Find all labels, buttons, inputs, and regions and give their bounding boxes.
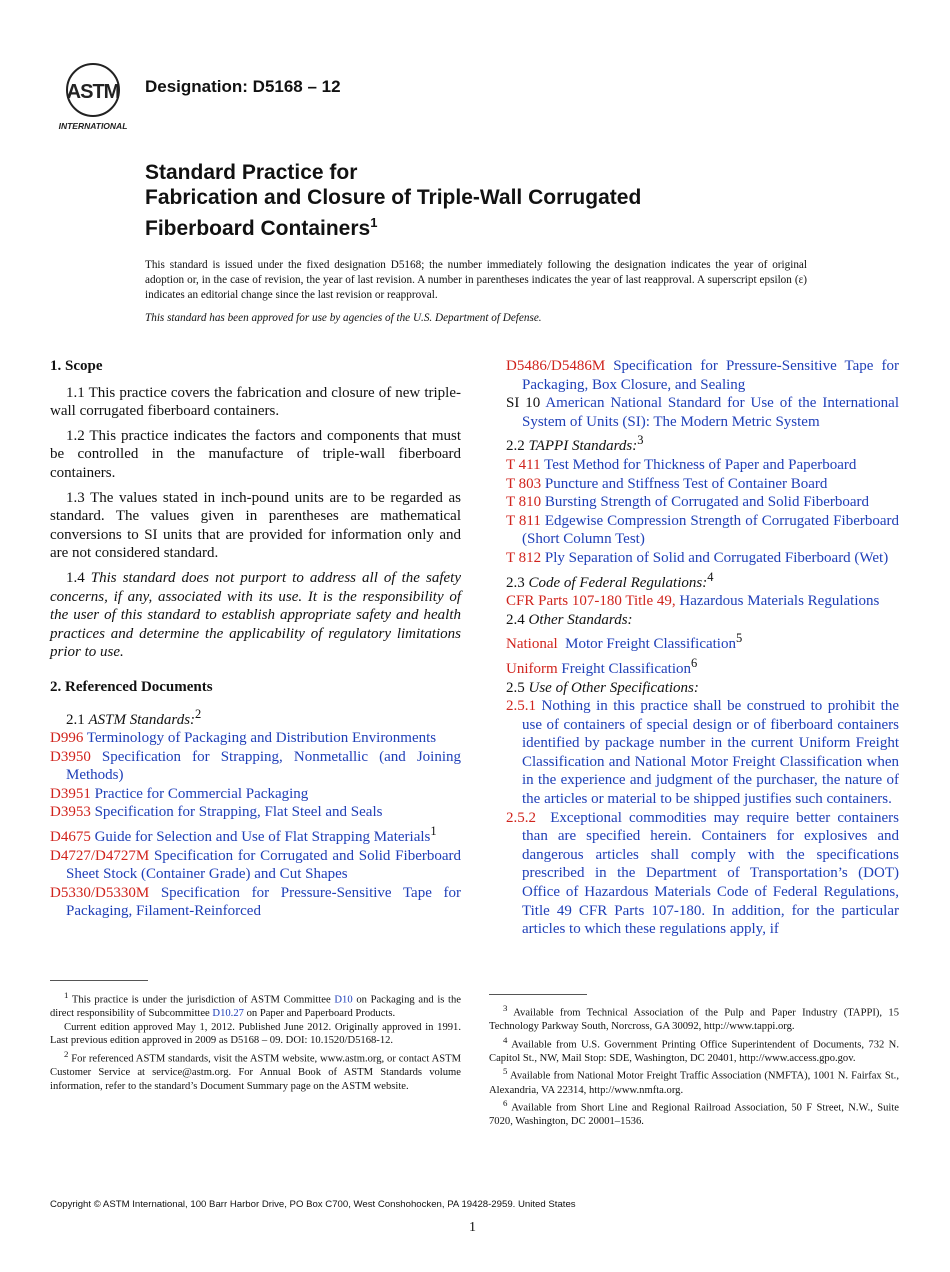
subsection-2-3: 2.3 Code of Federal Regulations:$^4$ bbox=[506, 569, 714, 591]
ref-code[interactable]: T 803 bbox=[506, 475, 542, 492]
ref-code[interactable]: T 411 bbox=[506, 456, 541, 473]
svg-text:INTERNATIONAL: INTERNATIONAL bbox=[58, 121, 128, 131]
tappi-standards-list bbox=[506, 456, 899, 568]
reference-item bbox=[50, 884, 461, 921]
subsection-2-1: 2.1 ASTM Standards:$^2$ bbox=[66, 706, 202, 728]
ref-link[interactable]: Guide for Selection and Use of Flat Strapping Materials bbox=[94, 829, 431, 846]
section-heading-scope: 1. Scope bbox=[50, 358, 103, 374]
ref-code[interactable]: D996 bbox=[50, 730, 84, 747]
footnote-1-edition: Current edition approved May 1, 2012. Published June 2012. Originally approved in 1991. Last previous edition approved in 2009 as D5168 – 09. DOI: 10.1520/D5168-12. bbox=[50, 1021, 461, 1047]
ref-code[interactable]: D3951 bbox=[50, 785, 91, 802]
reference-item bbox=[506, 475, 899, 494]
footnote-rule-left bbox=[50, 980, 148, 981]
ref-code[interactable]: T 810 bbox=[506, 494, 542, 511]
ref-link[interactable]: Ply Separation of Solid and Corrugated Fiberboard (Wet) bbox=[544, 549, 889, 566]
reference-item bbox=[50, 847, 461, 884]
astm-standards-list bbox=[50, 729, 461, 921]
reference-item bbox=[506, 549, 899, 568]
footnotes-left bbox=[50, 989, 461, 1093]
reference-item bbox=[50, 748, 461, 785]
document-title bbox=[145, 160, 641, 241]
ref-link[interactable]: Edgewise Compression Strength of Corrugated Fiberboard (Short Column Test) bbox=[522, 512, 899, 548]
paragraph-2-5-2: 2.5.2 Exceptional commodities may require better containers than are specified herein. Containers for explosives and dangerous articles shall comply with the specifications prescribed in the Department of Transportation’s (DOT) Office of Hazardous Materials Code of Federal Regulations, Title 49 CFR Parts 107-180. In addition, for the particular articles to which these regulations apply, if bbox=[506, 809, 900, 938]
title-line-1: Standard Practice for bbox=[145, 161, 358, 184]
footnote-rule-right bbox=[489, 994, 587, 995]
copyright-notice: Copyright © ASTM International, 100 Barr Harbor Drive, PO Box C700, West Conshohocken, PA 19428-2959. United States bbox=[50, 1199, 576, 1210]
ref-link[interactable]: Puncture and Stiffness Test of Container Board bbox=[544, 475, 828, 492]
ref-code[interactable]: National bbox=[506, 636, 558, 653]
left-column bbox=[50, 357, 461, 921]
ref-uniform: Uniform Freight Classification$^6$ bbox=[506, 655, 698, 677]
paragraph-2-5-1: 2.5.1 Nothing in this practice shall be construed to prohibit the use of containers of special design or of fiberboard containers identified by package number in the current Uniform Freight Classification and National Motor Freight Classification when in the experience and judgment of the purchaser, the nature of the articles or material to be shipped justifies such containers. bbox=[506, 698, 900, 808]
reference-item bbox=[50, 803, 461, 822]
scope-1-1: 1.1 This practice covers the fabrication and closure of new triple-wall corrugated fiberboard containers. bbox=[50, 384, 461, 420]
intro-paragraph: This standard is issued under the fixed designation D5168; the number immediately following the designation indicates the year of original adoption or, in the case of revision, the year of last revision. A number in parentheses indicates the year of last reapproval. A superscript epsilon (ε) indicates an editorial change since the last revision or reapproval. bbox=[145, 259, 807, 301]
ref-link[interactable]: Specification for Corrugated and Solid Fiberboard Sheet Stock (Container Grade) and Cut Shapes bbox=[66, 847, 461, 883]
reference-item bbox=[50, 729, 461, 748]
reference-item bbox=[506, 512, 899, 549]
ref-link[interactable]: American National Standard for Use of the International System of Units (SI): The Modern Metric System bbox=[522, 395, 899, 430]
section-heading-refdocs: 2. Referenced Documents bbox=[50, 678, 213, 695]
footnote-3: $^3$ Available from Technical Association of the Pulp and Paper Industry (TAPPI), 15 Technology Parkway South, Norcross, GA 30092, http://www.tappi.org. bbox=[489, 1003, 899, 1033]
scope-1-2: 1.2 This practice indicates the factors and components that must be controlled in the manufacture of triple-wall fiberboard containers. bbox=[50, 427, 461, 481]
right-column bbox=[506, 357, 899, 939]
footnote-4: $^4$ Available from U.S. Government Printing Office Superintendent of Documents, 732 N. Capitol St., NW, Mail Stop: SDE, Washington, DC 20401, http://www.access.gpo.gov. bbox=[489, 1034, 899, 1064]
ref-si10: SI 10 American National Standard for Use of the International System of Units (SI): The Modern Metric System bbox=[506, 395, 899, 430]
svg-text:ASTM: ASTM bbox=[66, 81, 120, 103]
ref-code[interactable]: D4675 bbox=[50, 829, 91, 846]
ref-code[interactable]: D4727/D4727M bbox=[50, 847, 150, 864]
ref-code[interactable]: D3950 bbox=[50, 748, 91, 765]
ref-cfr bbox=[506, 592, 899, 611]
title-line-2: Fabrication and Closure of Triple-Wall Corrugated bbox=[145, 186, 642, 209]
subsection-2-4: 2.4 Other Standards: bbox=[506, 611, 633, 628]
footnote-2: $^2$ For referenced ASTM standards, visit the ASTM website, www.astm.org, or contact ASTM Customer Service at service@astm.org. For Annual Book of ASTM Standards volume information, refer to the standard’s Document Summary page on the ASTM website. bbox=[50, 1048, 461, 1092]
ref-link[interactable]: Specification for Pressure-Sensitive Tape for Packaging, Box Closure, and Sealing bbox=[522, 358, 899, 393]
ref-link[interactable]: Freight Classification bbox=[561, 660, 691, 677]
ref-code[interactable]: T 811 bbox=[506, 512, 541, 529]
designation: Designation: D5168 – 12 bbox=[145, 77, 341, 96]
dod-note: This standard has been approved for use by agencies of the U.S. Department of Defense. bbox=[145, 312, 542, 324]
ref-code[interactable]: D3953 bbox=[50, 804, 91, 821]
scope-1-4: 1.4 This standard does not purport to address all of the safety concerns, if any, associated with its use. It is the responsibility of the user of this standard to establish appropriate safety and health practices and determine the applicability of regulatory limitations prior to use. bbox=[50, 569, 461, 661]
ref-link[interactable]: Specification for Strapping, Nonmetallic (and Joining Methods) bbox=[66, 748, 461, 784]
subsection-2-5: 2.5 Use of Other Specifications: bbox=[506, 679, 699, 696]
page-number: 1 bbox=[469, 1220, 476, 1235]
scope-1-3: 1.3 The values stated in inch-pound units are to be regarded as standard. The values given in parentheses are mathematical conversions to SI units that are provided for information only and are not considered standard. bbox=[50, 489, 461, 562]
ref-code[interactable]: D5330/D5330M bbox=[50, 884, 150, 901]
footnotes-right bbox=[489, 1002, 899, 1129]
committee-link[interactable]: D10 bbox=[334, 994, 353, 1006]
reference-item: D4675 Guide for Selection and Use of Flat Strapping Materials$^1$ bbox=[50, 824, 437, 846]
ref-code[interactable]: Uniform bbox=[506, 660, 558, 677]
title-line-3: Fiberboard Containers$^1$ bbox=[145, 215, 378, 240]
reference-item bbox=[506, 493, 899, 512]
ref-link[interactable]: Motor Freight Classification bbox=[565, 636, 736, 653]
footnote-1: $^1$ This practice is under the jurisdiction of ASTM Committee D10 on Packaging and is the direct responsibility of Subcommittee D10.27 on Paper and Paperboard Products. bbox=[50, 990, 461, 1020]
ref-link[interactable]: Specification for Pressure-Sensitive Tape for Packaging, Filament-Reinforced bbox=[66, 884, 462, 920]
ref-link[interactable]: Bursting Strength of Corrugated and Solid Fiberboard bbox=[544, 494, 870, 511]
astm-logo bbox=[52, 60, 134, 132]
ref-code[interactable]: T 812 bbox=[506, 549, 542, 566]
ref-link[interactable]: Specification for Strapping, Flat Steel and Seals bbox=[94, 804, 383, 821]
ref-code[interactable]: D5486/D5486M bbox=[506, 358, 606, 374]
ref-link[interactable]: Terminology of Packaging and Distribution Environments bbox=[86, 730, 437, 747]
ref-code[interactable]: CFR Parts 107-180 Title 49, bbox=[506, 593, 676, 610]
ref-link[interactable]: Hazardous Materials Regulations bbox=[679, 593, 880, 610]
ref-link[interactable]: Practice for Commercial Packaging bbox=[94, 785, 309, 802]
reference-item bbox=[506, 456, 899, 475]
ref-link[interactable]: Test Method for Thickness of Paper and Paperboard bbox=[544, 456, 857, 473]
reference-item bbox=[50, 785, 461, 804]
ref-national: National Motor Freight Classification$^5$ bbox=[506, 631, 743, 653]
subcommittee-link[interactable]: D10.27 bbox=[212, 1008, 244, 1020]
astm-standards-list-cont bbox=[506, 357, 899, 394]
reference-item bbox=[506, 357, 899, 394]
subsection-2-2: 2.2 TAPPI Standards:$^3$ bbox=[506, 433, 644, 455]
footnote-5: $^5$ Available from National Motor Freight Traffic Association (NMFTA), 1001 N. Fairfax St., Alexandria, VA 22314, http://www.nmfta.org. bbox=[489, 1066, 899, 1096]
footnote-6: $^6$ Available from Short Line and Regional Railroad Association, 50 F Street, N.W., Suite 7020, Washington, DC 20001–1536. bbox=[489, 1098, 899, 1128]
